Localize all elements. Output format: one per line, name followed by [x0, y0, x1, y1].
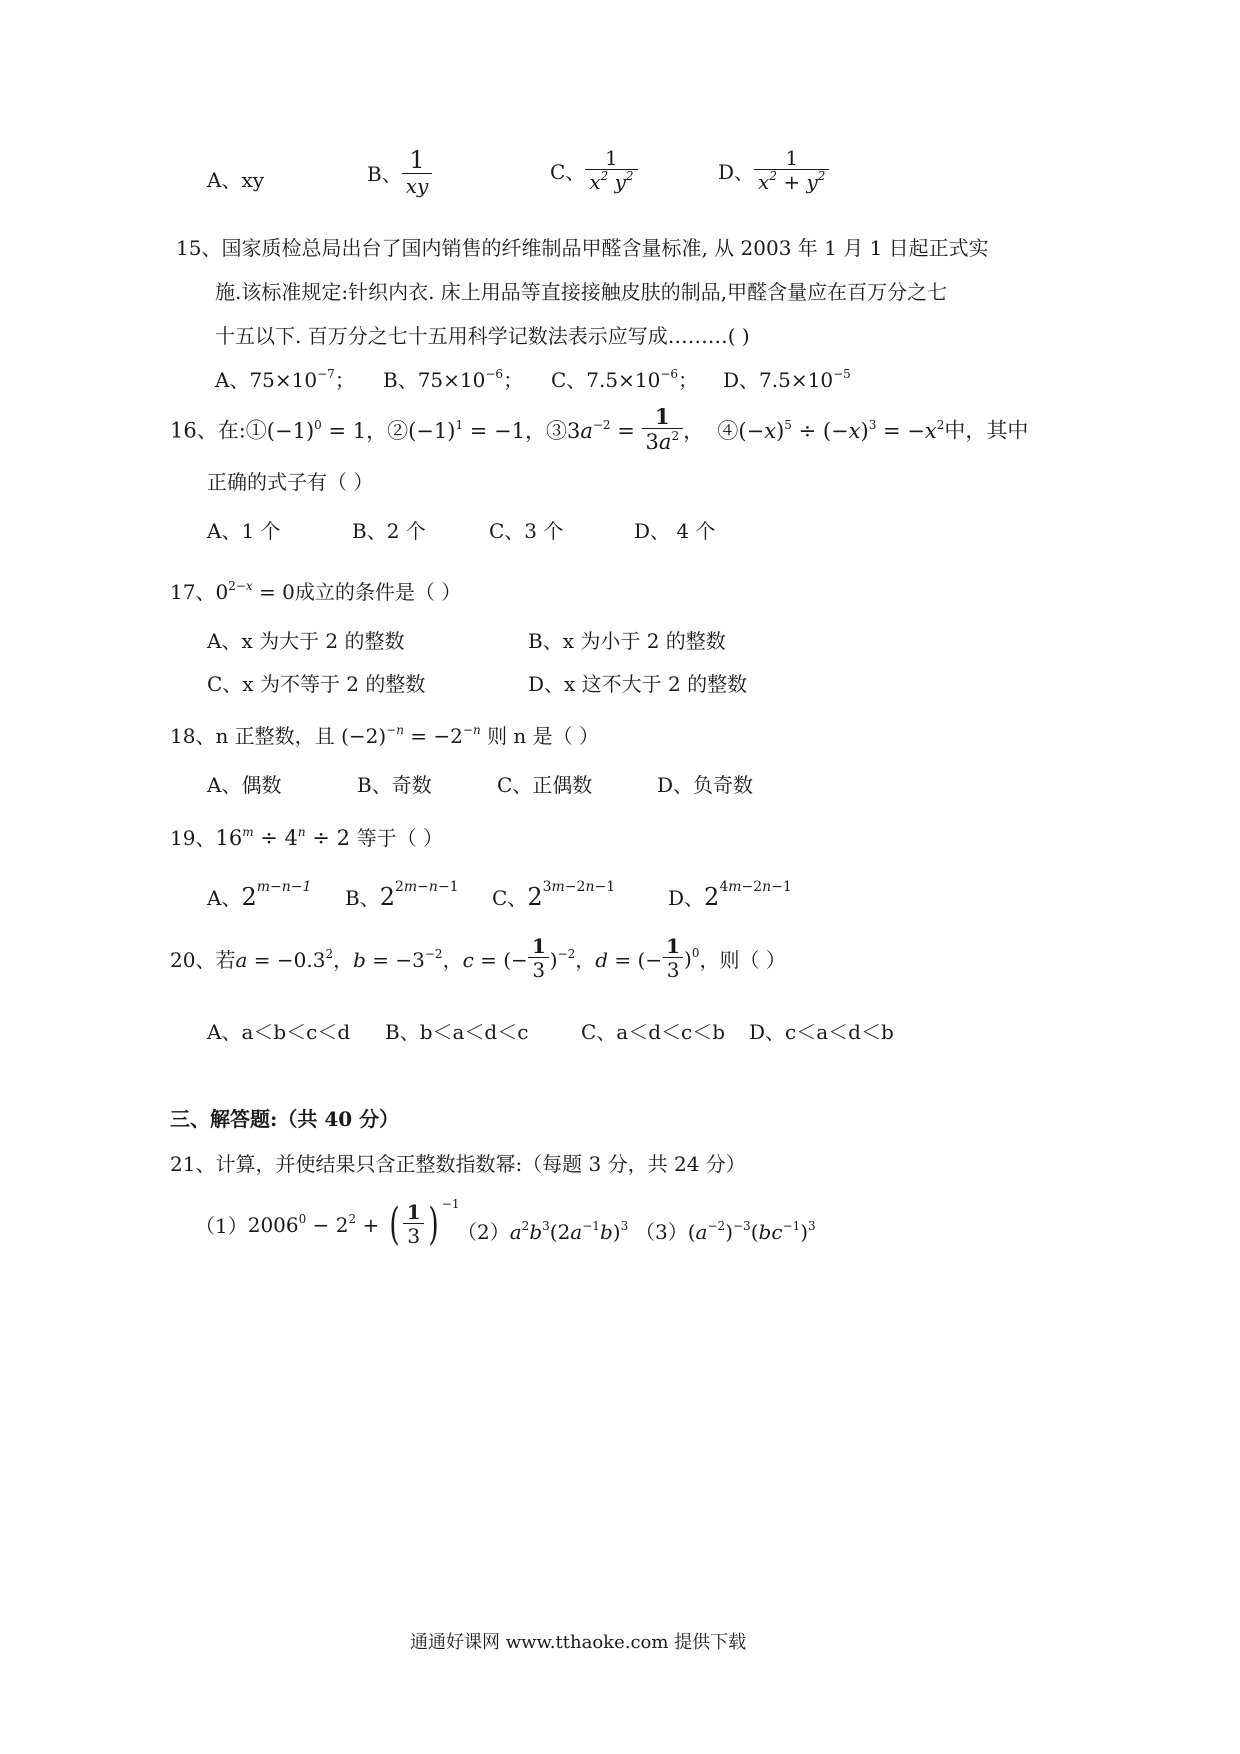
q20-question: 20、若$a = -0.3^2$，$b = -3^{-2}$，c = (− $\frac{1}{3}$ )$^{-2}$，d = (− $\frac{1}{3}$ )$^0$，则（ ） [170, 934, 786, 982]
q20-d-fraction: $\frac{1}{3}$ [662, 936, 684, 981]
q17-option-c: C、x 为不等于 2 的整数 [207, 672, 426, 696]
q17-option-a: A、x 为大于 2 的整数 [207, 629, 405, 653]
q14-option-c [550, 148, 638, 193]
q15-option-d: D、$7.5\times 10^{-5}$ [723, 367, 851, 392]
q20-formula-a: $a = -0.3^2$，$b = -3^{-2}$，c = (− [235, 947, 528, 972]
q16-formula-3-fraction: $\frac{1}{3a^2}$ [642, 406, 684, 453]
q14-c-label: C、 [550, 160, 586, 184]
q15-option-b: B、$75\times 10^{-6}$； [383, 367, 524, 392]
q20-option-d: D、c＜a＜d＜b [749, 1020, 894, 1044]
q19-formula: $16^m \div 4^n \div 2$ [215, 825, 357, 850]
q14-d-denominator: $x^2 + y^2$ [754, 169, 829, 193]
q14-option-a: A、xy [207, 168, 265, 192]
q18-option-b: B、奇数 [357, 773, 432, 797]
q17-option-b: B、x 为小于 2 的整数 [528, 629, 726, 653]
q19-option-d: D、$2^{4m-2n-1}$ [668, 879, 792, 911]
q15-line2: 施.该标准规定:针织内衣. 床上用品等直接接触皮肤的制品,甲醛含量应在百万分之七 [215, 280, 948, 304]
q14-b-denominator: xy [402, 173, 433, 197]
q21-part-3: $(3)(a^{-2})^{-3}(bc^{-1})^3$ [635, 1219, 816, 1244]
q16-line1 [170, 406, 1028, 453]
q14-c-numerator: 1 [605, 146, 618, 170]
q18-option-d: D、负奇数 [657, 773, 754, 797]
q19-option-b: B、$2^{2m-n-1}$ [345, 879, 459, 911]
q18-option-c: C、正偶数 [497, 773, 593, 797]
q14-d-numerator: 1 [785, 146, 799, 170]
q17-formula: $0^{2-x} = 0$ [215, 579, 295, 604]
q19-options [207, 876, 807, 916]
q20-option-b: B、b＜a＜d＜c [385, 1020, 529, 1044]
q16-option-d: D、 4 个 [634, 519, 716, 543]
q16-option-a: A、1 个 [207, 519, 281, 543]
q17-question: 17、$0^{2-x} = 0$成立的条件是（ ） [170, 579, 462, 604]
q20-option-c: C、a＜d＜c＜b [581, 1020, 726, 1044]
q15-option-a: A、$75\times 10^{-7}$； [215, 367, 355, 392]
q15-line1: 15、国家质检总局出台了国内销售的纤维制品甲醛含量标准, 从 2003 年 1 月 1 日起正式实 [176, 236, 989, 260]
q14-b-label: B、 [367, 162, 402, 187]
q19-option-a: A、$2^{m-n-1}$ [207, 879, 312, 911]
q18-formula: $(-2)^{-n} = -2^{-n}$ [334, 723, 481, 748]
q16-prefix: 16、在:① [170, 418, 267, 443]
q18-question: 18、n 正整数，且 $(-2)^{-n} = -2^{-n}$ 则 n 是（ ） [170, 723, 600, 748]
q15-line3: 十五以下. 百万分之七十五用科学记数法表示应写成………( ) [215, 324, 750, 348]
q19-option-c: C、$2^{3m-2n-1}$ [492, 879, 616, 911]
q16-line2: 正确的式子有（ ） [207, 470, 374, 494]
q21-part-2: $(2)a^2b^3(2a^{-1}b)^3$ [457, 1219, 629, 1244]
q18-option-a: A、偶数 [207, 773, 282, 797]
q16-option-b: B、2 个 [352, 519, 426, 543]
footer-text: 通通好课网 www.tthaoke.com 提供下载 [410, 1632, 747, 1653]
q21-text: 21、计算，并使结果只含正整数指数幂:（每题 3 分，共 24 分） [170, 1152, 746, 1176]
q20-option-a: A、a＜b＜c＜d [207, 1020, 351, 1044]
q16-middle-text: 中，其中 [944, 418, 1029, 443]
q16-option-c: C、3 个 [489, 519, 564, 543]
q14-d-label: D、 [718, 160, 755, 184]
q14-c-denominator: $x^2$ $y^2$ [585, 169, 637, 193]
q20-c-fraction: $\frac{1}{3}$ [528, 936, 550, 981]
section-3-title: 三、解答题:（共 40 分） [170, 1107, 400, 1131]
q14-b-numerator: 1 [409, 146, 425, 174]
q19-question: 19、$16^m \div 4^n \div 2$ 等于（ ） [170, 825, 443, 850]
q14-option-d [718, 148, 829, 193]
q16-formula-1: $(-1)^0 = 1$，$②(-1)^1 = -1$，$③3a^{-2}$ = [266, 417, 642, 443]
q14-option-b [367, 148, 432, 197]
q15-option-c: C、$7.5\times 10^{-6}$； [551, 367, 699, 392]
q16-formula-4: ， $④(-x)^5 \div (-x)^3 = -x^2$ [683, 417, 945, 443]
q21-parts [195, 1192, 835, 1262]
q17-option-d: D、x 这不大于 2 的整数 [528, 672, 748, 696]
q21-part-1: $(1)2006^0 - 2^2$ + ( $\frac{1}{3}$ ) $^{-1}$ [195, 1197, 460, 1250]
